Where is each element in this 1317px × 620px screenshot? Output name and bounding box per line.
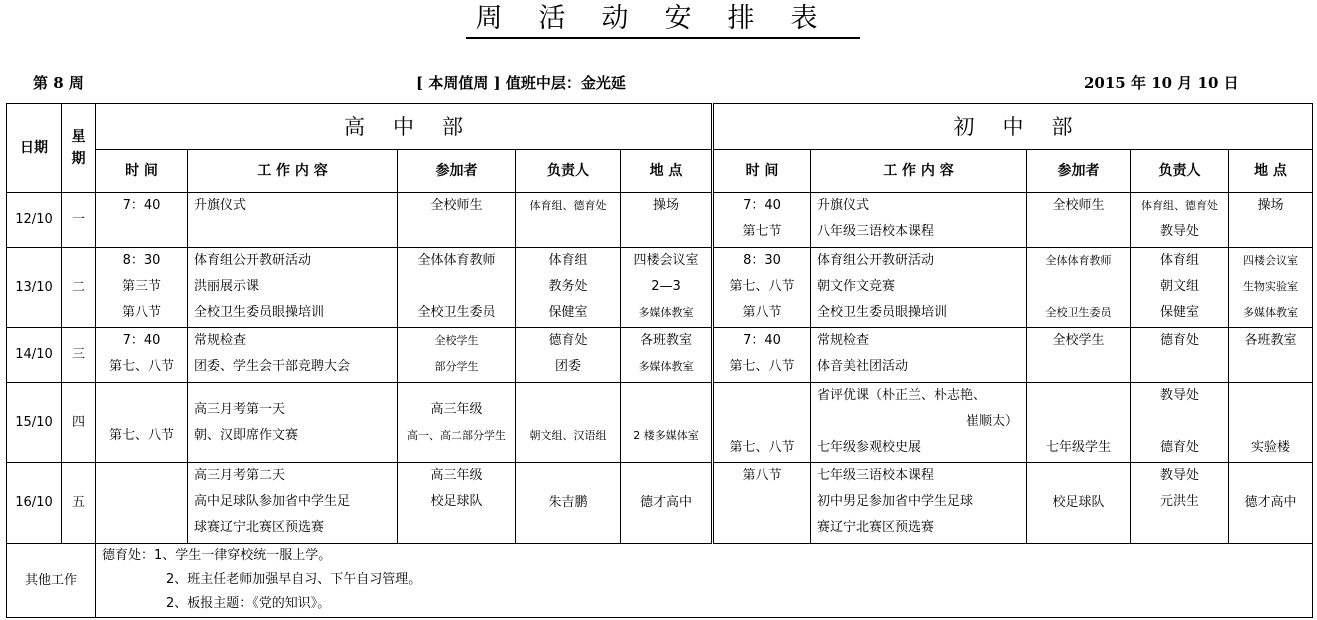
middle-time-cell: 8：30 第七、八节 第八节 — [713, 248, 811, 328]
high-owner-cell: 德育处 团委 — [516, 328, 621, 383]
high-participants-cell: 全校师生 — [398, 193, 516, 248]
middle-content-cell: 省评优课（朴正兰、朴志艳、 崔顺太） 七年级参观校史展 — [811, 383, 1027, 463]
middle-content-cell: 升旗仪式 八年级三语校本课程 — [811, 193, 1027, 248]
middle-time-cell: 第七、八节 — [713, 383, 811, 463]
middle-participants-cell: 全体体育教师 全校卫生委员 — [1027, 248, 1131, 328]
middle-place-cell: 四楼会议室 生物实验室 多媒体教室 — [1229, 248, 1313, 328]
row-date: 13/10 — [7, 248, 62, 328]
middle-content-header: 工 作 内 容 — [811, 150, 1027, 193]
middle-participants-header: 参加者 — [1027, 150, 1131, 193]
row-weekday: 四 — [62, 383, 96, 463]
table-row — [7, 463, 1313, 544]
middle-participants-cell: 全校学生 — [1027, 328, 1131, 383]
high-content-cell: 高三月考第一天 朝、汉即席作文赛 — [188, 383, 398, 463]
high-place-cell: 德才高中 — [621, 463, 713, 544]
high-participants-cell: 全校学生 部分学生 — [398, 328, 516, 383]
date-header: 日期 — [7, 104, 62, 193]
high-participants-header: 参加者 — [398, 150, 516, 193]
other-work-content — [96, 544, 1313, 618]
middle-owner-cell: 体育组 朝文组 保健室 — [1131, 248, 1229, 328]
high-place-cell: 2 楼多媒体室 — [621, 383, 713, 463]
middle-owner-cell: 体育组、德育处 教导处 — [1131, 193, 1229, 248]
middle-owner-header: 负责人 — [1131, 150, 1229, 193]
weekday-header: 星期 — [62, 104, 96, 193]
middle-time-header: 时 间 — [713, 150, 811, 193]
row-date: 15/10 — [7, 383, 62, 463]
middle-time-cell: 7：40 第七、八节 — [713, 328, 811, 383]
schedule-table — [6, 103, 1313, 618]
row-weekday: 三 — [62, 328, 96, 383]
middle-content-cell: 体育组公开教研活动 朝文作文竞赛 全校卫生委员眼操培训 — [811, 248, 1027, 328]
other-work-line: 2、板报主题：《党的知识》。 — [166, 596, 331, 611]
high-time-cell: 7：40 — [96, 193, 188, 248]
middle-place-cell: 各班教室 — [1229, 328, 1313, 383]
high-participants-cell: 高三年级 高一、高二部分学生 — [398, 383, 516, 463]
table-row — [7, 248, 1313, 328]
middle-place-cell: 操场 — [1229, 193, 1313, 248]
middle-participants-cell: 校足球队 — [1027, 463, 1131, 544]
high-content-cell: 升旗仪式 — [188, 193, 398, 248]
high-school-section: 高中部 — [96, 104, 713, 150]
row-date: 14/10 — [7, 328, 62, 383]
other-work-label: 其他工作 — [7, 544, 96, 618]
row-date: 12/10 — [7, 193, 62, 248]
other-work-row — [7, 544, 1313, 618]
middle-place-cell: 德才高中 — [1229, 463, 1313, 544]
middle-place-header: 地 点 — [1229, 150, 1313, 193]
high-owner-cell: 体育组 教务处 保健室 — [516, 248, 621, 328]
page-title: 周活动安排表 — [0, 2, 1317, 39]
high-place-cell: 四楼会议室 2—3 多媒体教室 — [621, 248, 713, 328]
high-time-header: 时 间 — [96, 150, 188, 193]
table-row — [7, 383, 1313, 463]
row-weekday: 二 — [62, 248, 96, 328]
schedule-date: 2015 年 10 月 10 日 — [1084, 74, 1239, 92]
table-row — [7, 328, 1313, 383]
middle-owner-cell: 教导处 元洪生 — [1131, 463, 1229, 544]
middle-owner-cell: 德育处 — [1131, 328, 1229, 383]
middle-content-cell: 七年级三语校本课程 初中男足参加省中学生足球 赛辽宁北赛区预选赛 — [811, 463, 1027, 544]
other-work-line: 2、班主任老师加强早自习、下午自习管理。 — [166, 572, 422, 587]
high-time-cell — [96, 463, 188, 544]
high-place-cell: 操场 — [621, 193, 713, 248]
middle-place-cell: 实验楼 — [1229, 383, 1313, 463]
middle-school-section: 初中部 — [713, 104, 1313, 150]
high-owner-cell: 朱吉鹏 — [516, 463, 621, 544]
high-time-cell: 第七、八节 — [96, 383, 188, 463]
high-content-cell: 常规检查 团委、学生会干部竞聘大会 — [188, 328, 398, 383]
duty-officer: [ 本周值周 ] 值班中层：金光延 — [416, 74, 626, 92]
high-time-cell: 8：30 第三节 第八节 — [96, 248, 188, 328]
high-participants-cell: 高三年级 校足球队 — [398, 463, 516, 544]
high-owner-cell: 体育组、德育处 — [516, 193, 621, 248]
row-date: 16/10 — [7, 463, 62, 544]
high-content-header: 工 作 内 容 — [188, 150, 398, 193]
high-place-header: 地 点 — [621, 150, 713, 193]
row-weekday: 五 — [62, 463, 96, 544]
high-owner-header: 负责人 — [516, 150, 621, 193]
middle-participants-cell: 七年级学生 — [1027, 383, 1131, 463]
middle-content-cell: 常规检查 体音美社团活动 — [811, 328, 1027, 383]
row-weekday: 一 — [62, 193, 96, 248]
table-row — [7, 193, 1313, 248]
high-place-cell: 各班教室 多媒体教室 — [621, 328, 713, 383]
high-content-cell: 高三月考第二天 高中足球队参加省中学生足 球赛辽宁北赛区预选赛 — [188, 463, 398, 544]
high-participants-cell: 全体体育教师 全校卫生委员 — [398, 248, 516, 328]
middle-participants-cell: 全校师生 — [1027, 193, 1131, 248]
middle-owner-cell: 教导处 德育处 — [1131, 383, 1229, 463]
middle-time-cell: 第八节 — [713, 463, 811, 544]
high-owner-cell: 朝文组、汉语组 — [516, 383, 621, 463]
high-content-cell: 体育组公开教研活动 洪丽展示课 全校卫生委员眼操培训 — [188, 248, 398, 328]
middle-time-cell: 7：40 第七节 — [713, 193, 811, 248]
week-number: 第 8 周 — [33, 74, 84, 92]
high-time-cell: 7：40 第七、八节 — [96, 328, 188, 383]
other-work-line: 德育处：1、学生一律穿校统一服上学。 — [102, 548, 332, 563]
